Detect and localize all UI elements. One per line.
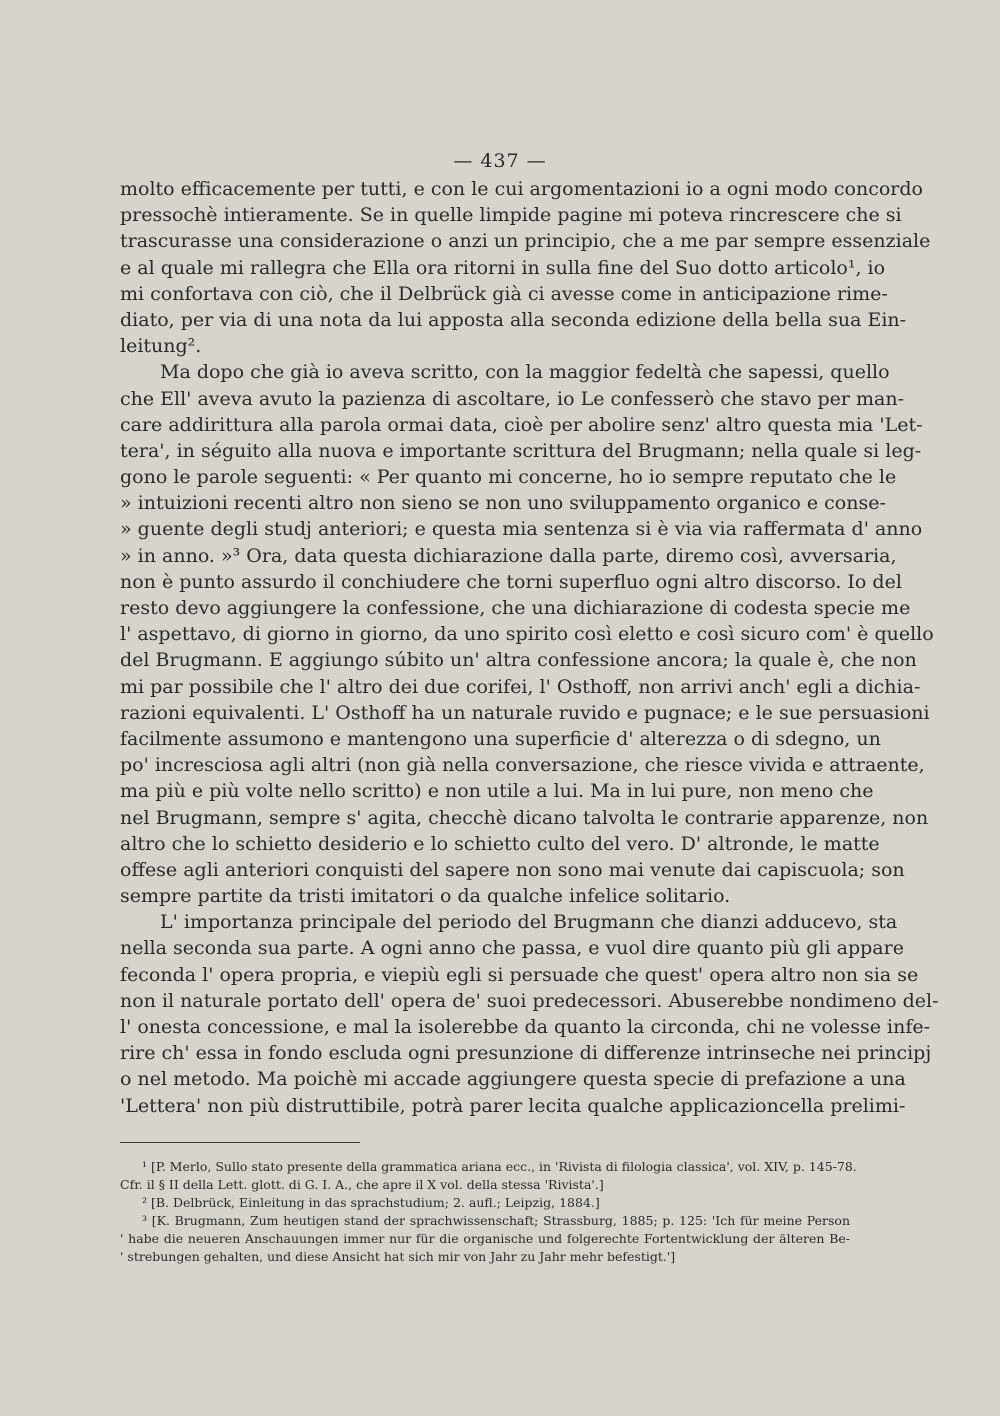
text-line: care addirittura alla parola ormai data, cioè per abolire senz' altro questa mia 'Let- <box>120 413 923 436</box>
text-line: tera', in séguito alla nuova e importante scrittura del Brugmann; nella quale si leg- <box>120 439 922 462</box>
text-line: Ma dopo che già io aveva scritto, con la maggior fedeltà che sapessi, quello <box>160 361 890 384</box>
footnote-line: ² [B. Delbrück, Einleitung in das sprachstudium; 2. aufl.; Leipzig, 1884.] <box>142 1195 600 1210</box>
footnotes <box>120 1158 857 1266</box>
footnote-line: ' strebungen gehalten, und diese Ansicht hat sich mir von Jahr zu Jahr mehr befestigt.'] <box>120 1249 676 1264</box>
text-line: gono le parole seguenti: « Per quanto mi concerne, ho io sempre reputato che le <box>120 466 897 489</box>
text-line: diato, per via di una nota da lui apposta alla seconda edizione della bella sua Ein- <box>120 308 907 331</box>
text-line: leitung². <box>120 335 202 358</box>
text-line: non è punto assurdo il conchiudere che torni superfluo ogni altro discorso. Io del <box>120 570 902 593</box>
text-line: ma più e più volte nello scritto) e non utile a lui. Ma in lui pure, non meno che <box>120 780 874 803</box>
footnote-line: Cfr. il § II della Lett. glott. di G. I. A., che apre il X vol. della stessa 'Rivista'.] <box>120 1177 604 1192</box>
text-line: nel Brugmann, sempre s' agita, checchè dicano talvolta le contrarie apparenze, non <box>120 806 929 829</box>
text-line: sempre partite da tristi imitatori o da qualche infelice solitario. <box>120 885 731 908</box>
text-line: L' importanza principale del periodo del Brugmann che dianzi adducevo, sta <box>160 911 898 934</box>
footnote-line: ¹ [P. Merlo, Sullo stato presente della grammatica ariana ecc., in 'Rivista di filologia classica', vol. XIV, p. 145-78. <box>142 1159 857 1174</box>
text-line: del Brugmann. E aggiungo súbito un' altra confessione ancora; la quale è, che non <box>120 649 917 672</box>
text-line: » guente degli studj anteriori; e questa mia sentenza si è via via raffermata d' anno <box>120 518 923 541</box>
text-line: » in anno. »³ Ora, data questa dichiarazione dalla parte, diremo così, avversaria, <box>120 544 897 567</box>
text-line: l' aspettavo, di giorno in giorno, da uno spirito così eletto e così sicuro com' è quello <box>120 623 934 646</box>
footnote-line: ³ [K. Brugmann, Zum heutigen stand der sprachwissenschaft; Strassburg, 1885; p. 125: 'Ich für meine Person <box>142 1213 850 1228</box>
text-line: e al quale mi rallegra che Ella ora ritorni in sulla fine del Suo dotto articolo¹, io <box>120 256 886 279</box>
text-line: l' onesta concessione, e mal la isolerebbe da quanto la circonda, chi ne volesse infe- <box>120 1016 931 1038</box>
text-line: feconda l' opera propria, e viepiù egli si persuade che quest' opera altro non sia se <box>120 963 919 986</box>
text-line: 'Lettera' non più distruttibile, potrà parer lecita qualche applicazioncella prelimi- <box>120 1094 906 1117</box>
text-line: molto efficacemente per tutti, e con le cui argomentazioni io a ogni modo concordo <box>120 178 923 200</box>
text-line: trascurasse una considerazione o anzi un principio, che a me par sempre essenziale <box>120 230 931 253</box>
text-line: facilmente assumono e mantengono una superficie d' alterezza o di sdegno, un <box>120 727 881 750</box>
text-line: mi par possibile che l' altro dei due corifei, l' Osthoff, non arrivi anch' egli a dichia- <box>120 675 921 698</box>
footnote-separator <box>120 1142 360 1143</box>
text-line: rire ch' essa in fondo escluda ogni presunzione di differenze intrinseche nei principj <box>120 1042 932 1065</box>
text-line: resto devo aggiungere la confessione, che una dichiarazione di codesta specie me <box>120 597 911 619</box>
text-line: pressochè intieramente. Se in quelle limpide pagine mi poteva rincrescere che si <box>120 204 902 227</box>
text-line: » intuizioni recenti altro non sieno se non uno sviluppamento organico e conse- <box>120 492 886 515</box>
text-line: po' incresciosa agli altri (non già nella conversazione, che riesce vivida e attraente, <box>120 754 925 777</box>
main-text <box>120 176 939 1119</box>
page-number: — 437 — <box>453 150 547 172</box>
text-line: che Ell' aveva avuto la pazienza di ascoltare, io Le confesserò che stavo per man- <box>120 387 905 410</box>
text-line: offese agli anteriori conquisti del sapere non sono mai venute dai capiscuola; son <box>120 858 905 881</box>
text-line: razioni equivalenti. L' Osthoff ha un naturale ruvido e pugnace; e le sue persuasioni <box>120 701 930 724</box>
text-line: altro che lo schietto desiderio e lo schietto culto del vero. D' altronde, le matte <box>120 832 880 855</box>
text-line: mi confortava con ciò, che il Delbrück già ci avesse come in anticipazione rime- <box>120 282 888 305</box>
footnote-line: ' habe die neueren Anschauungen immer nur für die organische und folgerechte Fortentwicklung der älteren Be- <box>120 1231 850 1246</box>
text-line: nella seconda sua parte. A ogni anno che passa, e vuol dire quanto più gli appare <box>120 937 904 960</box>
text-line: o nel metodo. Ma poichè mi accade aggiungere questa specie di prefazione a una <box>120 1068 906 1091</box>
text-line: non il naturale portato dell' opera de' suoi predecessori. Abuserebbe nondimeno del- <box>120 989 939 1012</box>
